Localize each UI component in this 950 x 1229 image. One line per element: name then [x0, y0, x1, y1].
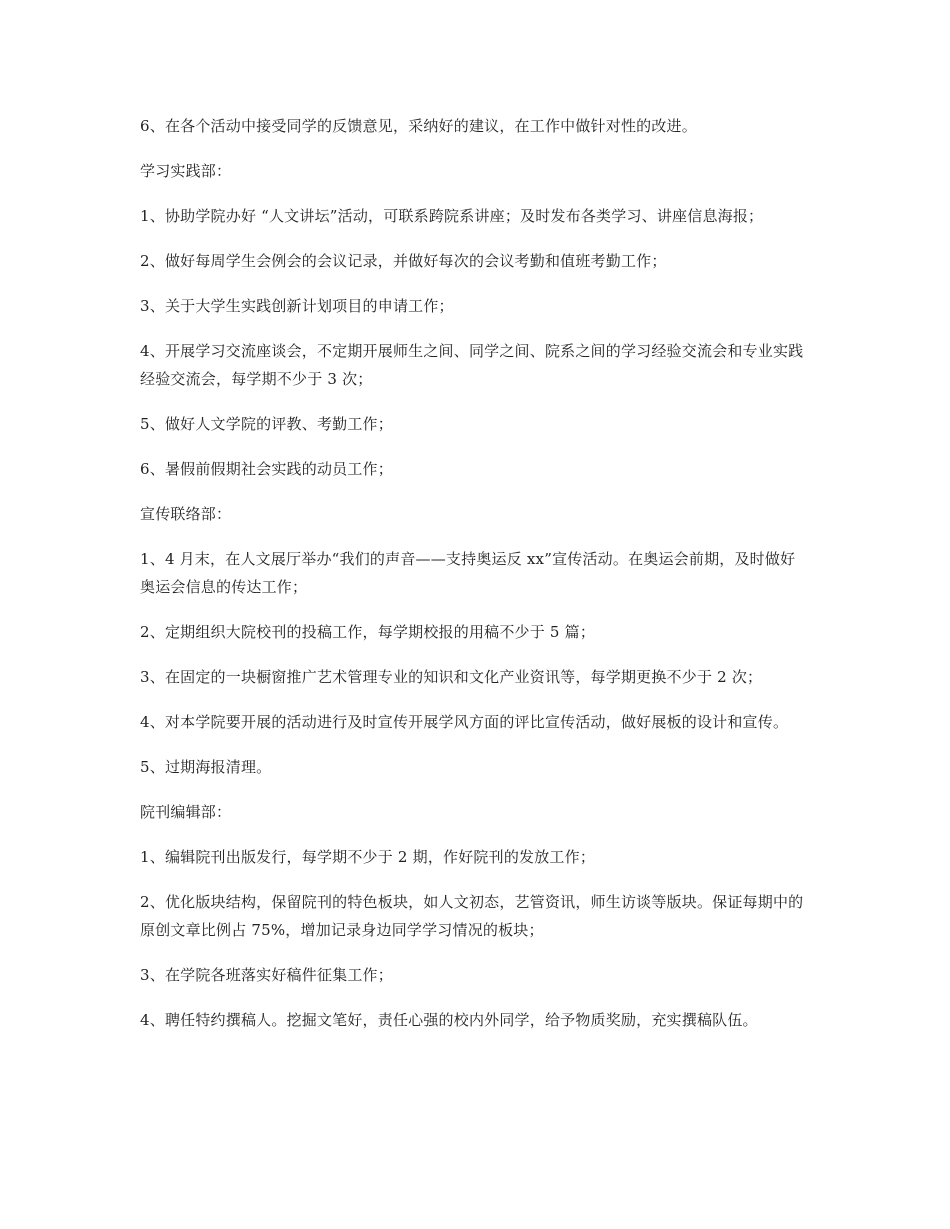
paragraph-study-3: 3、关于大学生实践创新计划项目的申请工作；: [140, 297, 454, 315]
paragraph-publicity-1: 1、4 月末，在人文展厅举办“我们的声音——支持奥运反 xx”宣传活动。在奥运会前期，及时做好奥运会信息的传达工作；: [140, 550, 796, 596]
paragraph-study-5: 5、做好人文学院的评教、考勤工作；: [140, 415, 393, 433]
paragraph-editorial-4: 4、聘任特约撰稿人。挖掘文笔好，责任心强的校内外同学，给予物质奖励，充实撰稿队伍。: [140, 1011, 758, 1029]
paragraph-item-6: 6、在各个活动中接受同学的反馈意见，采纳好的建议，在工作中做针对性的改进。: [140, 117, 697, 135]
paragraph-publicity-5: 5、过期海报清理。: [140, 758, 272, 776]
paragraph-editorial-1: 1、编辑院刊出版发行，每学期不少于 2 期，作好院刊的发放工作；: [140, 848, 596, 866]
paragraph-publicity-2: 2、定期组织大院校刊的投稿工作，每学期校报的用稿不少于 5 篇；: [140, 623, 596, 641]
paragraph-study-2: 2、做好每周学生会例会的会议记录，并做好每次的会议考勤和值班考勤工作；: [140, 252, 667, 270]
section-heading-publicity: 宣传联络部：: [140, 505, 232, 523]
paragraph-study-1: 1、协助学院办好 “人文讲坛”活动，可联系跨院系讲座；及时发布各类学习、讲座信息海报；: [140, 207, 764, 225]
paragraph-study-6: 6、暑假前假期社会实践的动员工作；: [140, 460, 393, 478]
paragraph-editorial-2: 2、优化版块结构，保留院刊的特色板块，如人文初态，艺管资讯，师生访谈等版块。保证每期中的原创文章比例占 75%，增加记录身边同学学习情况的板块；: [140, 893, 804, 939]
paragraph-study-4: 4、开展学习交流座谈会，不定期开展师生之间、同学之间、院系之间的学习经验交流会和专业实践经验交流会，每学期不少于 3 次；: [140, 342, 804, 388]
section-heading-editorial: 院刊编辑部：: [140, 803, 232, 821]
paragraph-publicity-4: 4、对本学院要开展的活动进行及时宣传开展学风方面的评比宣传活动，做好展板的设计和宣传。: [140, 713, 789, 731]
paragraph-editorial-3: 3、在学院各班落实好稿件征集工作；: [140, 966, 393, 984]
section-heading-study-practice: 学习实践部：: [140, 162, 232, 180]
paragraph-publicity-3: 3、在固定的一块橱窗推广艺术管理专业的知识和文化产业资讯等，每学期更换不少于 2 次；: [140, 668, 763, 686]
document-page: [140, 112, 810, 1051]
